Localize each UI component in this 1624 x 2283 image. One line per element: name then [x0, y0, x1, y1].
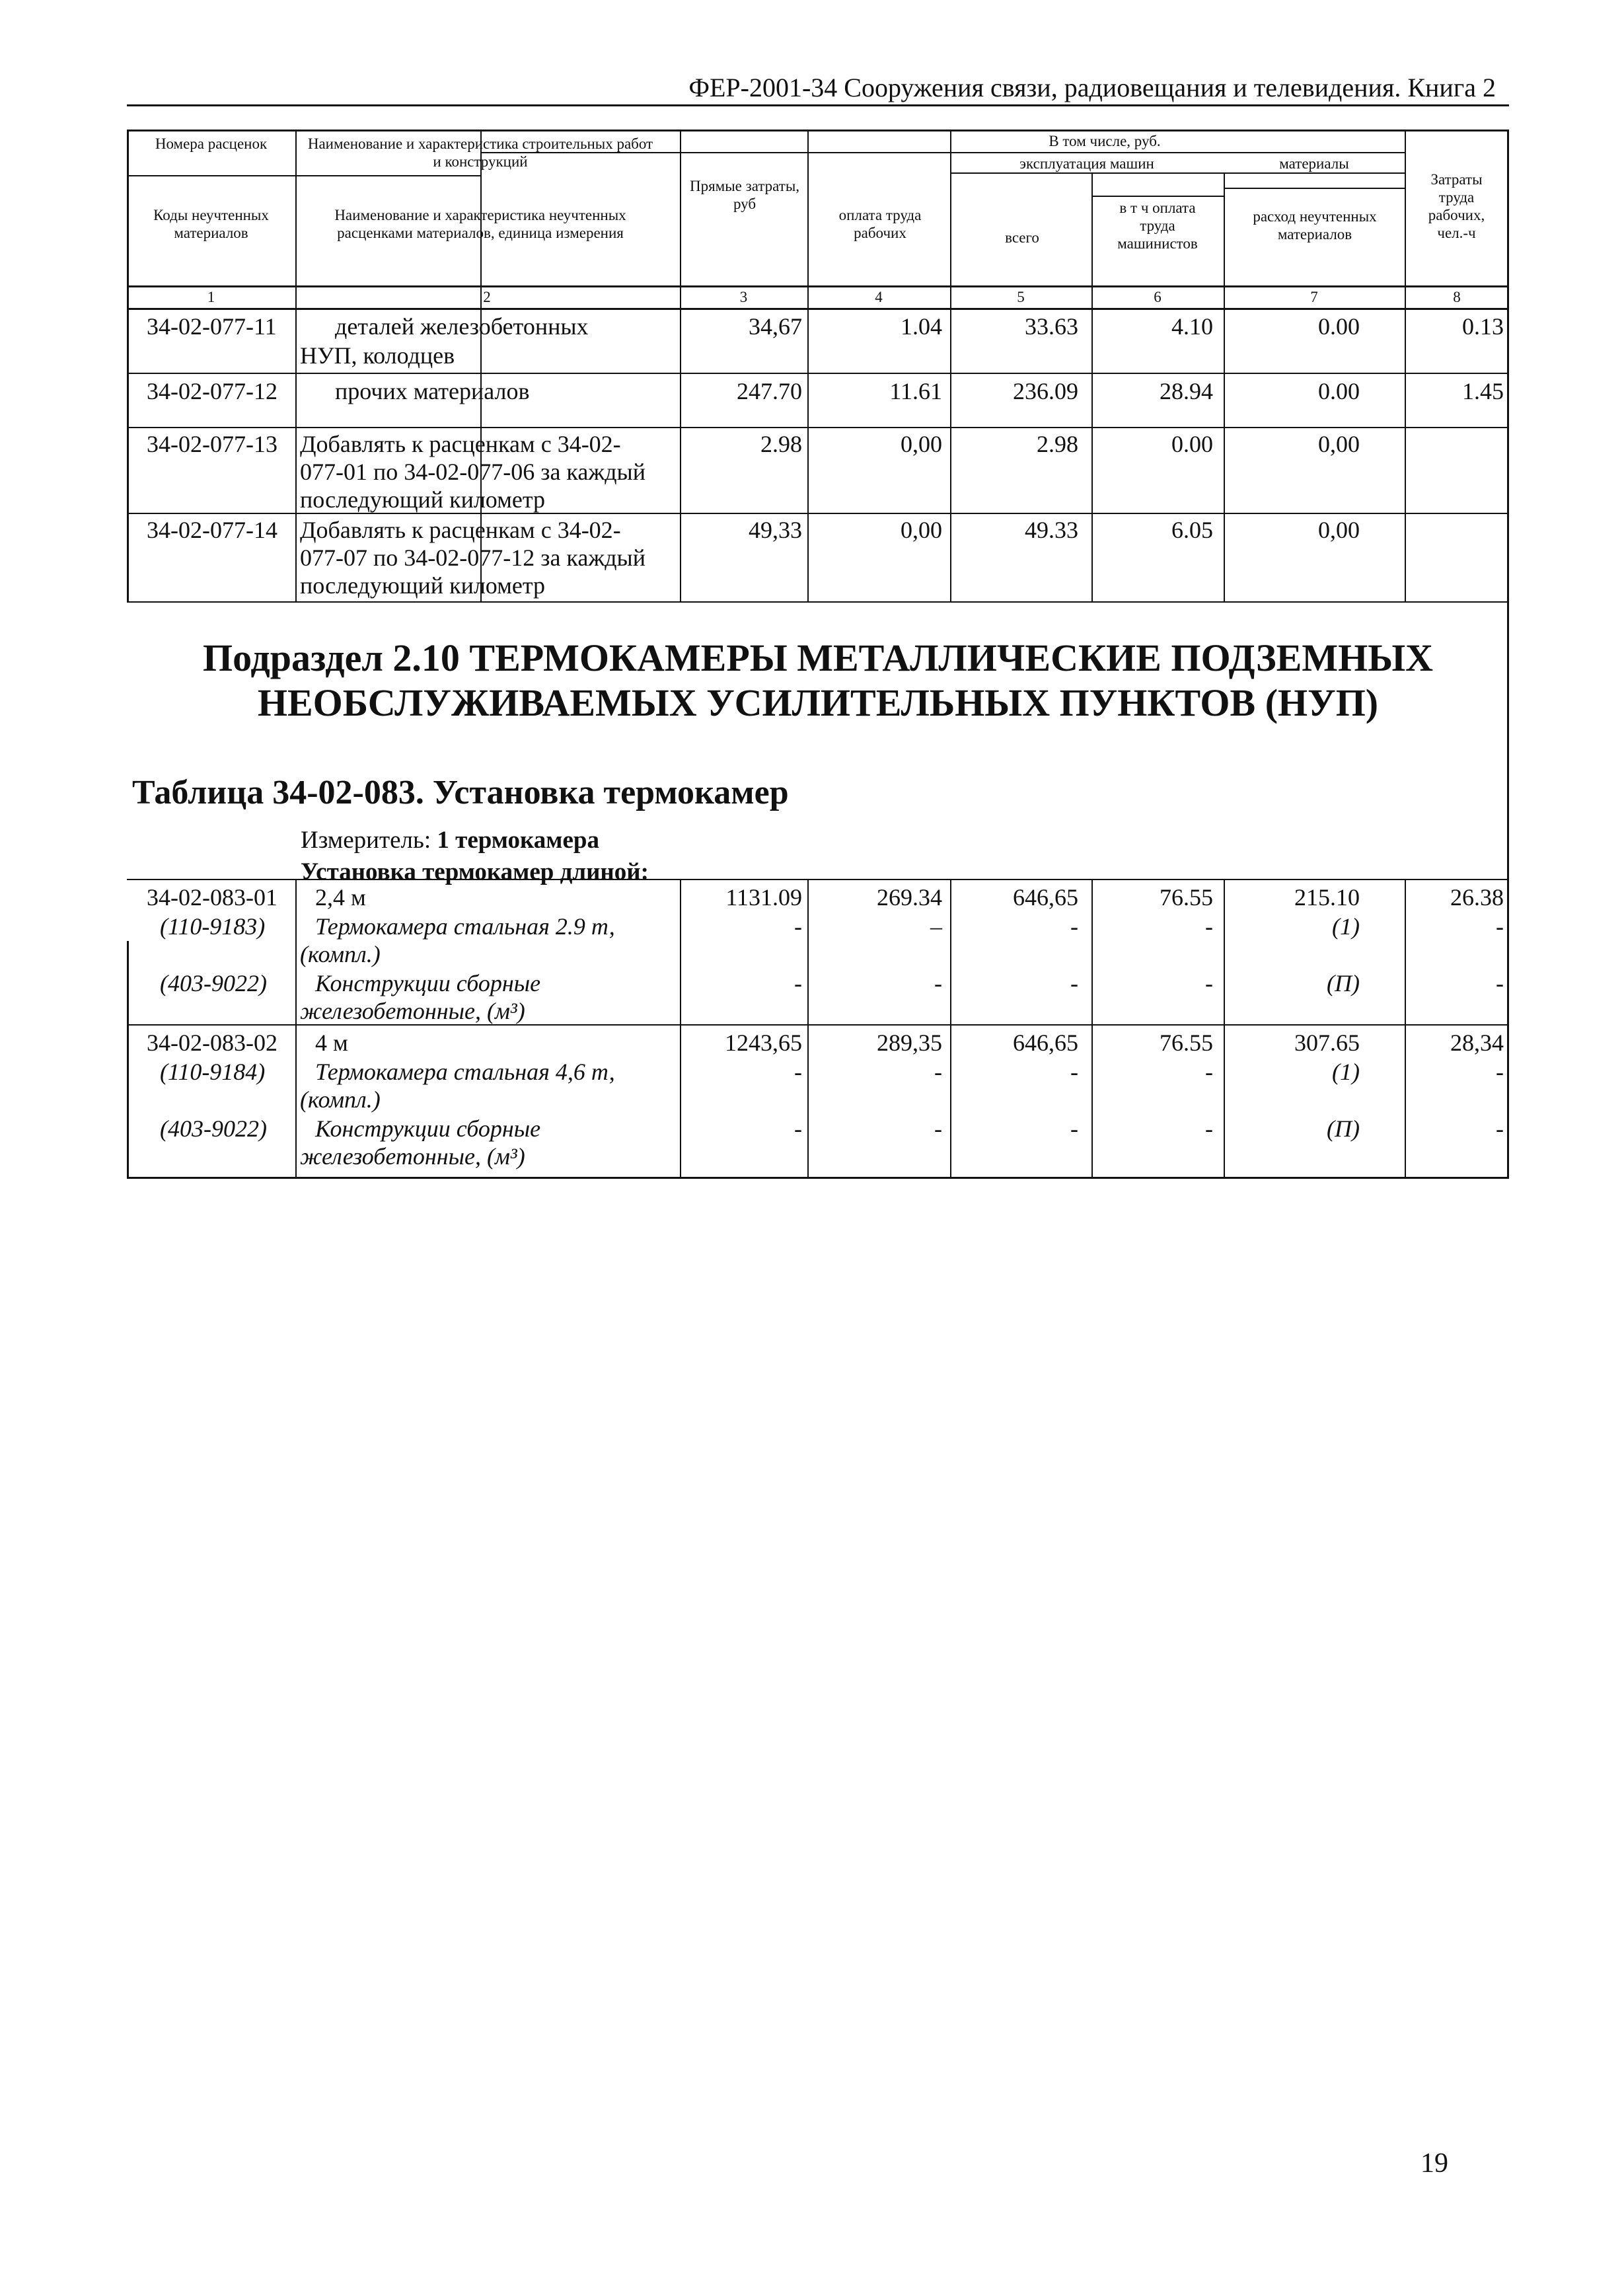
dash: -	[934, 970, 942, 996]
header-name-bottom: Наименование и характеристика неучтенных расценками материалов, единица измерения	[334, 207, 626, 241]
table-row-name: НУП, колодцев	[300, 342, 455, 369]
header-unaccounted-materials: расход неучтенных материалов	[1253, 208, 1377, 243]
dash: -	[1496, 1115, 1504, 1142]
table-row-mat: 0.00	[1318, 313, 1360, 340]
material-code: (110-9184)	[160, 1059, 266, 1085]
table-row-mat: 307.65	[1294, 1029, 1360, 1056]
table-border	[127, 941, 129, 1179]
dash: -	[1205, 970, 1213, 996]
header-labor: Затраты труда рабочих, чел.-ч	[1428, 171, 1485, 241]
table-row-name: Добавлять к расценкам с 34-02-	[300, 517, 621, 543]
dash: -	[794, 913, 802, 940]
dash: -	[1070, 913, 1078, 940]
dash: –	[930, 913, 942, 940]
table-row-mat: 215.10	[1294, 884, 1360, 911]
table-border	[127, 1177, 1509, 1179]
table-row-mach: 49.33	[1025, 517, 1078, 543]
table-row-direct: 34,67	[749, 313, 802, 340]
header-machines: эксплуатация машин	[1019, 155, 1154, 172]
table-row-labor: 26.38	[1450, 884, 1504, 911]
header-name-top: Наименование и характеристика строительных работ и конструкций	[307, 135, 653, 170]
table-row-name: последующий километр	[300, 572, 546, 599]
header-materials: материалы	[1279, 155, 1349, 172]
material-name: Термокамера стальная 2.9 т,	[315, 913, 615, 940]
dash: -	[1496, 970, 1504, 996]
grid-line	[680, 879, 681, 1179]
subsection-title	[127, 636, 1509, 726]
col-number: 7	[1310, 289, 1318, 305]
dash: -	[794, 970, 802, 996]
table-row-mat: 0.00	[1318, 378, 1360, 404]
grid-line	[127, 308, 1509, 310]
grid-line	[127, 285, 1509, 287]
material-qty: (П)	[1327, 970, 1360, 996]
col-number: 8	[1453, 289, 1461, 305]
grid-line	[127, 601, 1509, 603]
subsection-title-line: НЕОБСЛУЖИВАЕМЫХ УСИЛИТЕЛЬНЫХ ПУНКТОВ (НУП)	[257, 681, 1379, 724]
table-row-mach: 2.98	[1037, 431, 1078, 457]
grid-line	[127, 373, 1509, 374]
meter-line	[301, 826, 599, 855]
header-direct-costs: Прямые затраты, руб	[689, 178, 800, 212]
table-row-name: деталей железобетонных	[335, 313, 589, 340]
grid-line	[807, 130, 809, 601]
table-row-mach: 236.09	[1013, 378, 1078, 404]
dash: -	[794, 1115, 802, 1142]
grid-line	[950, 130, 951, 601]
table-row-pay: 0,00	[901, 431, 942, 457]
table-row-name: 077-07 по 34-02-077-12 за каждый	[300, 544, 646, 571]
dash: -	[1070, 1115, 1078, 1142]
header-rate-numbers: Номера расценок	[155, 135, 268, 152]
material-code: (403-9022)	[160, 1115, 267, 1142]
col-number: 5	[1017, 289, 1025, 305]
material-name: Конструкции сборные	[315, 970, 541, 996]
grid-line	[807, 879, 809, 1179]
grid-line	[127, 175, 295, 176]
table-row-code: 34-02-077-13	[147, 431, 277, 457]
header-including: В том числе, руб.	[1049, 133, 1161, 149]
table-title: Таблица 34-02-083. Установка термокамер	[132, 774, 789, 811]
group-heading: Установка термокамер длиной:	[301, 858, 649, 885]
material-code: (403-9022)	[160, 970, 267, 996]
table-row-name: 2,4 м	[315, 884, 366, 911]
grid-line	[1091, 196, 1224, 197]
table-row-name: последующий километр	[300, 486, 546, 513]
dash: -	[934, 1059, 942, 1085]
material-code: (110-9183)	[160, 913, 266, 940]
header-machines-total: всего	[1005, 229, 1039, 246]
table-row-pay: 0,00	[901, 517, 942, 543]
table-row-mach: 33.63	[1025, 313, 1078, 340]
table-row-code: 34-02-077-11	[147, 313, 277, 340]
table-row-pay: 289,35	[877, 1029, 942, 1056]
table-row-direct: 1131.09	[725, 884, 802, 911]
material-qty: (1)	[1332, 1059, 1360, 1085]
material-name: (компл.)	[300, 1086, 381, 1113]
meter-label: Измеритель:	[301, 827, 431, 854]
running-header	[127, 71, 1509, 106]
table-row-direct: 1243,65	[725, 1029, 802, 1056]
document-title: ФЕР-2001-34 Сооружения связи, радиовещания и телевидения. Книга 2	[688, 73, 1496, 102]
grid-line	[1091, 879, 1093, 1179]
table-row-mach: 646,65	[1013, 884, 1078, 911]
table-row-name: 4 м	[315, 1029, 348, 1056]
grid-line	[950, 879, 951, 1179]
table-row-labor: 28,34	[1450, 1029, 1504, 1056]
dash: -	[794, 1059, 802, 1085]
grid-line	[295, 175, 480, 176]
grid-line	[680, 130, 681, 601]
dash: -	[1070, 970, 1078, 996]
table-row-name: 077-01 по 34-02-077-06 за каждый	[300, 459, 646, 485]
grid-line	[1405, 130, 1406, 601]
page-number: 19	[1421, 2148, 1448, 2179]
table-row-code: 34-02-077-12	[147, 378, 277, 404]
grid-line	[295, 879, 297, 1179]
table-row-pay: 11.61	[889, 378, 942, 404]
table-row-labor: 0.13	[1462, 313, 1504, 340]
header-workers-pay: оплата труда рабочих	[838, 207, 922, 241]
table-row-direct: 247.70	[737, 378, 802, 404]
table-row-machpay: 6.05	[1171, 517, 1213, 543]
table-row-machpay: 76.55	[1160, 1029, 1213, 1056]
table-row-name: Добавлять к расценкам с 34-02-	[300, 431, 621, 457]
material-name: железобетонные, (м³)	[300, 1143, 525, 1170]
grid-line	[950, 172, 1405, 174]
table-row-direct: 49,33	[749, 517, 802, 543]
grid-line	[1224, 172, 1225, 601]
dash: -	[1070, 1059, 1078, 1085]
material-name: (компл.)	[300, 941, 381, 967]
grid-line	[1405, 879, 1406, 1179]
table-row-code: 34-02-083-01	[147, 884, 277, 911]
dash: -	[1496, 913, 1504, 940]
material-qty: (1)	[1332, 913, 1360, 940]
col-number: 4	[875, 289, 883, 305]
grid-line	[1091, 172, 1093, 601]
dash: -	[1496, 1059, 1504, 1085]
table-row-machpay: 76.55	[1160, 884, 1213, 911]
table-row-pay: 269.34	[877, 884, 942, 911]
material-name: Термокамера стальная 4,6 т,	[315, 1059, 615, 1085]
table-row-mat: 0,00	[1318, 517, 1360, 543]
grid-line	[1224, 188, 1405, 189]
table-row-mat: 0,00	[1318, 431, 1360, 457]
dash: -	[1205, 913, 1213, 940]
subsection-title-line: Подраздел 2.10 ТЕРМОКАМЕРЫ МЕТАЛЛИЧЕСКИЕ ПОДЗЕМНЫХ	[202, 636, 1434, 679]
table-row-name: прочих материалов	[335, 378, 530, 404]
col-number: 3	[739, 289, 748, 305]
table-row-machpay: 0.00	[1171, 431, 1213, 457]
table-row-labor: 1.45	[1462, 378, 1504, 404]
material-qty: (П)	[1327, 1115, 1360, 1142]
grid-line	[295, 130, 297, 601]
table-row-machpay: 4.10	[1171, 313, 1213, 340]
table-row-pay: 1.04	[901, 313, 942, 340]
table-row-code: 34-02-083-02	[147, 1029, 277, 1056]
material-name: Конструкции сборные	[315, 1115, 541, 1142]
table-border	[127, 130, 1509, 131]
grid-line	[1224, 879, 1225, 1179]
dash: -	[1205, 1059, 1213, 1085]
dash: -	[1205, 1115, 1213, 1142]
table-row-mach: 646,65	[1013, 1029, 1078, 1056]
header-machinists-pay: в т ч оплата труда машинистов	[1117, 200, 1198, 252]
table-row-direct: 2.98	[760, 431, 802, 457]
material-name: железобетонные, (м³)	[300, 998, 525, 1024]
col-number: 1	[207, 289, 215, 305]
table-row-code: 34-02-077-14	[147, 517, 277, 543]
col-number: 2	[483, 289, 491, 305]
dash: -	[934, 1115, 942, 1142]
col-number: 6	[1154, 289, 1162, 305]
meter-value: 1 термокамера	[437, 827, 599, 854]
table-row-machpay: 28.94	[1160, 378, 1213, 404]
grid-line	[127, 427, 1509, 428]
header-codes: Коды неучтенных материалов	[153, 207, 269, 241]
table-border	[127, 130, 129, 601]
